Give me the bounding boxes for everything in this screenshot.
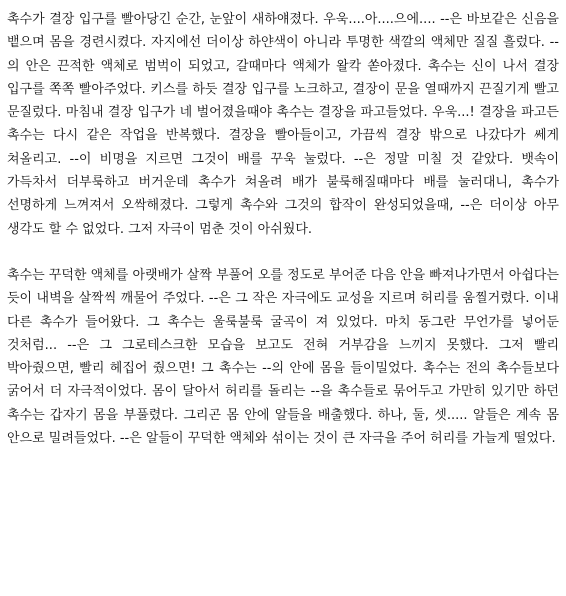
paragraph-2: 촉수는 꾸덕한 액체를 아랫배가 살짝 부풀어 오를 정도로 부어준 다음 안을 빠져나가면서 아쉽다는 듯이 내벽을 살짝씩 깨물어 주었다. --은 그 작은 자극에도 교성을 지르며 허리를 움찔거렸다. 이내 다른 촉수가 들어왔다. 그 촉수는 울룩불룩 굴곡이 져 있었다. 마치 동그란 무언가를 넣어둔 것처럼... --은 그 그로테스크한 모습을 보고도 전혀 거부감을 느끼지 못했다. 그저 빨리 박아줬으면, 빨리 헤집어 줬으면! 그 촉수는 --의 안에 몸을 들이밀었다. 촉수는 전의 촉수들보다 굵어서 더 자극적이었다. 몸이 달아서 허리를 돌리는 --을 촉수들로 묶어두고 가만히 있기만 하던 촉수는 갑자기 몸을 부풀렸다. 그리곤 몸 안에 알들을 배출했다. 하나, 둘, 셋..... 알들은 계속 몸 안으로 밀려들었다. --은 알들이 꾸덕한 액체와 섞이는 것이 큰 자극을 주어 허리를 가늘게 떨었다. [7,267,559,447]
paragraph-1: 촉수가 결장 입구를 빨아당긴 순간, 눈앞이 새하얘졌다. 우욱....아....으에.... --은 바보같은 신음을 뱉으며 몸을 경련시켰다. 자지에선 더이상 하얀색이 아니라 투명한 색깔의 액체만 질질 흘렀다. --의 안은 끈적한 액체로 범벅이 되었고, 갈때마다 액체가 왈칵 쏟아졌다. 촉수는 신이 나서 결장 입구를 쪽쪽 빨아주었다. 키스를 하듯 결장 입구를 노크하고, 결장이 문을 열때까지 끈질기게 빨고 문질렀다. 마침내 결장 입구가 네 벌어졌을때야 촉수는 결장을 파고들었다. 우욱...! 결장을 파고든 촉수는 다시 같은 작업을 반복했다. 결장을 빨아들이고, 가끔씩 결장 밖으로 나갔다가 쎄게 쳐올리고. --이 비명을 지르면 그것이 배를 꾸욱 눌렀다. --은 정말 미칠 것 같았다. 뱃속이 가득차서 더부룩하고 버거운데 촉수가 쳐올려 배가 불룩해질때마다 배를 눌러대니, 촉수가 선명하게 느껴져서 오싹해졌다. 그렇게 촉수와 그것의 합작이 완성되었을때, --은 더이상 아무 생각도 할 수 없었다. 그저 자극이 멈춘 것이 아쉬웠다. [7,12,559,237]
document-body [7,8,559,450]
